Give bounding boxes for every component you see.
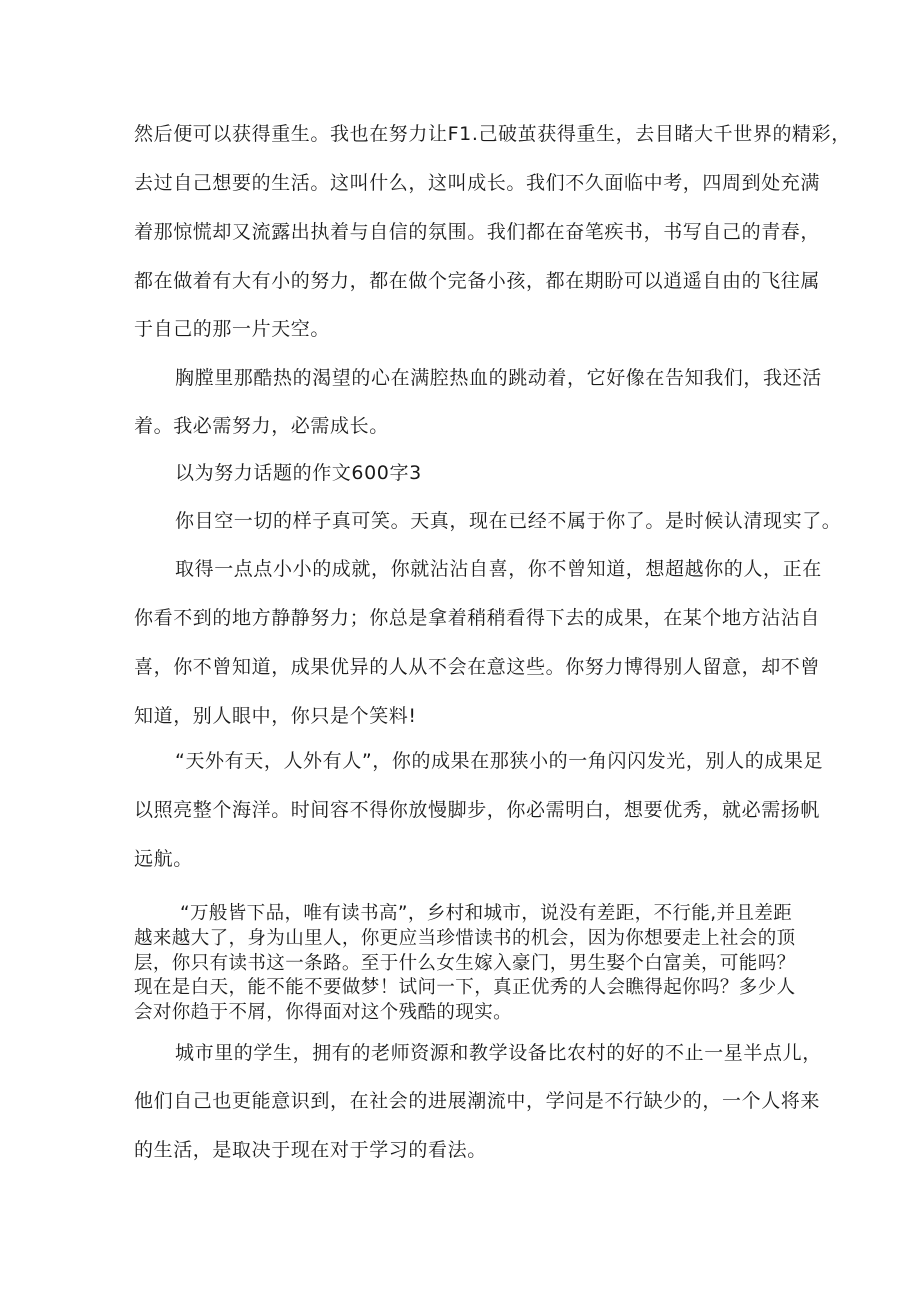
text-line: 着那惊慌却又流露出执着与自信的氛围。我们都在奋笔疾书，书写自己的青春，	[134, 221, 821, 243]
text-line: 喜，你不曾知道，成果优异的人从不会在意这些。你努力博得别人留意，却不曾	[134, 656, 821, 678]
text-line: 去过自己想要的生活。这叫什么，这叫成长。我们不久面临中考，四周到处充满	[134, 172, 821, 194]
text-line: 远航。	[134, 848, 193, 870]
text-line: “天外有天，人外有人”，你的成果在那狭小的一角闪闪发光，别人的成果足	[175, 750, 824, 772]
text-line: 的生活，是取决于现在对于学习的看法。	[134, 1139, 487, 1161]
text-line: 于自己的那一片天空。	[134, 318, 331, 340]
text-line: 你目空一切的样子真可笑。天真，现在已经不属于你了。是时候认清现实了。	[175, 510, 842, 532]
text-line: 然后便可以获得重生。我也在努力让F1.己破茧获得重生，去目睹大千世界的精彩，	[134, 123, 851, 145]
text-line: 以照亮整个海洋。时间容不得你放慢脚步，你必需明白，想要优秀，就必需扬帆	[134, 799, 821, 821]
text-line: 取得一点点小小的成就，你就沾沾自喜，你不曾知道，想超越你的人，正在	[175, 558, 822, 580]
text-line: 他们自己也更能意识到，在社会的进展潮流中，学问是不行缺少的，一个人将来	[134, 1090, 821, 1112]
text-line: 越来越大了，身为山里人，你更应当珍惜读书的机会，因为你想要走上社会的顶	[134, 928, 796, 949]
text-line: 胸膛里那酷热的渴望的心在满腔热血的跳动着，它好像在告知我们，我还活	[175, 367, 822, 389]
section-heading: 以为努力话题的作文600字3	[175, 462, 422, 484]
text-line: 城市里的学生，拥有的老师资源和教学设备比农村的好的不止一星半点儿，	[175, 1042, 822, 1064]
text-line: 你看不到的地方静静努力；你总是拿着稍稍看得下去的成果，在某个地方沾沾自	[134, 607, 821, 629]
text-line: 着。我必需努力，必需成长。	[134, 415, 389, 437]
text-line: 会对你趋于不屑，你得面对这个残酷的现实。	[134, 1002, 513, 1023]
text-line: “万般皆下品，唯有读书高”，乡村和城市，说没有差距，不行能,并且差距	[180, 903, 793, 924]
text-line: 现在是白天，能不能不要做梦！试问一下，真正优秀的人会瞧得起你吗？多少人	[134, 977, 796, 998]
text-line: 都在做着有大有小的努力，都在做个完备小孩，都在期盼可以逍遥自由的飞往属	[134, 270, 821, 292]
text-line: 层，你只有读书这一条路。至于什么女生嫁入豪门，男生娶个白富美，可能吗？	[134, 953, 796, 974]
text-line: 知道，别人眼中，你只是个笑料!	[134, 705, 417, 727]
